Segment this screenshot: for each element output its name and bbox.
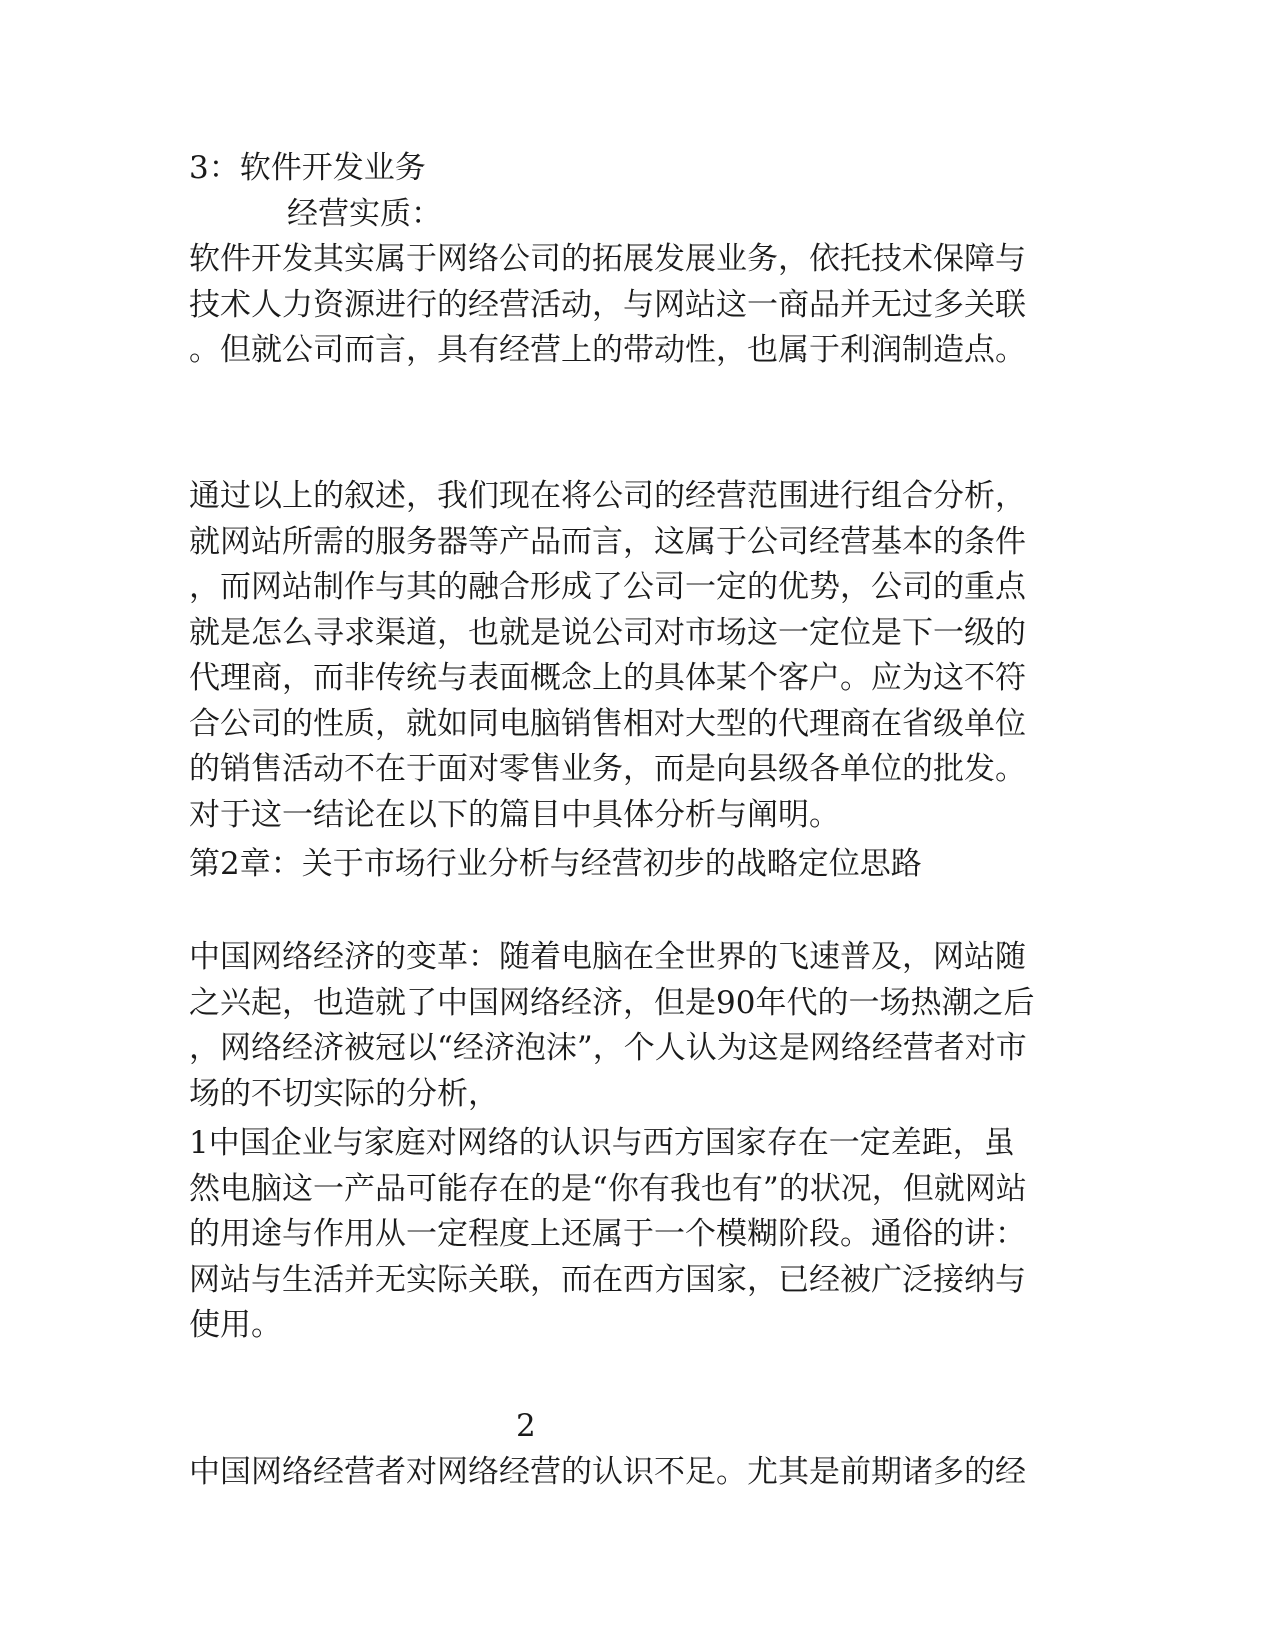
chapter-2-title [189,842,1089,888]
paragraph-line: 就是怎么寻求渠道，也就是说公司对市场这一定位是下一级的 [189,614,1026,651]
paragraph-line: 就网站所需的服务器等产品而言，这属于公司经营基本的条件 [189,523,1026,560]
paragraph-line: 中国网络经营者对网络经营的认识不足。尤其是前期诸多的经 [189,1454,1026,1490]
paragraph-line: 软件开发其实属于网络公司的拓展发展业务，依托技术保障与 [189,241,1026,277]
page-number: 2 [516,1408,536,1444]
paragraph-line: 使用。 [189,1307,282,1343]
chapter-title: 第2章：关于市场行业分析与经营初步的战略定位思路 [189,846,922,882]
network-economy-paragraph [189,935,1089,1117]
paragraph-line: 中国网络经济的变革：随着电脑在全世界的飞速普及，网站随 [189,939,1026,975]
paragraph-line: ，而网站制作与其的融合形成了公司一定的优势，公司的重点 [189,569,1026,605]
paragraph-line: 技术人力资源进行的经营活动，与网站这一商品并无过多关联 [189,286,1026,323]
paragraph-line: 的用途与作用从一定程度上还属于一个模糊阶段。通俗的讲： [189,1216,1026,1252]
paragraph-line: 对于这一结论在以下的篇目中具体分析与阐明。 [189,796,840,833]
paragraph-line: 通过以上的叙述，我们现在将公司的经营范围进行组合分析， [189,478,1026,514]
section-3 [189,146,1089,374]
bottom-paragraph [189,1450,1089,1496]
section-subheading: 经营实质： [287,195,442,232]
paragraph-line: ，网络经济被冠以“经济泡沫”，个人认为这是网络经营者对市 [189,1030,1027,1066]
paragraph-line: 合公司的性质，就如同电脑销售相对大型的代理商在省级单位 [189,705,1026,742]
paragraph-line: 1中国企业与家庭对网络的认识与西方国家存在一定差距，虽 [189,1125,1015,1161]
paragraph-line: 然电脑这一产品可能存在的是“你有我也有”的状况，但就网站 [189,1170,1027,1207]
point-1-paragraph [189,1121,1089,1349]
paragraph-line: 网站与生活并无实际关联，而在西方国家，已经被广泛接纳与 [189,1261,1026,1298]
paragraph-line: 之兴起，也造就了中国网络经济，但是90年代的一场热潮之后 [189,984,1035,1021]
summary-paragraph [189,474,1089,838]
paragraph-line: 的销售活动不在于面对零售业务，而是向县级各单位的批发。 [189,751,1026,787]
paragraph-line: 代理商，而非传统与表面概念上的具体某个客户。应为这不符 [189,660,1026,696]
section-heading: 3：软件开发业务 [189,150,426,186]
paragraph-line: 。但就公司而言，具有经营上的带动性，也属于利润制造点。 [189,332,1026,368]
paragraph-line: 场的不切实际的分析， [189,1075,499,1112]
